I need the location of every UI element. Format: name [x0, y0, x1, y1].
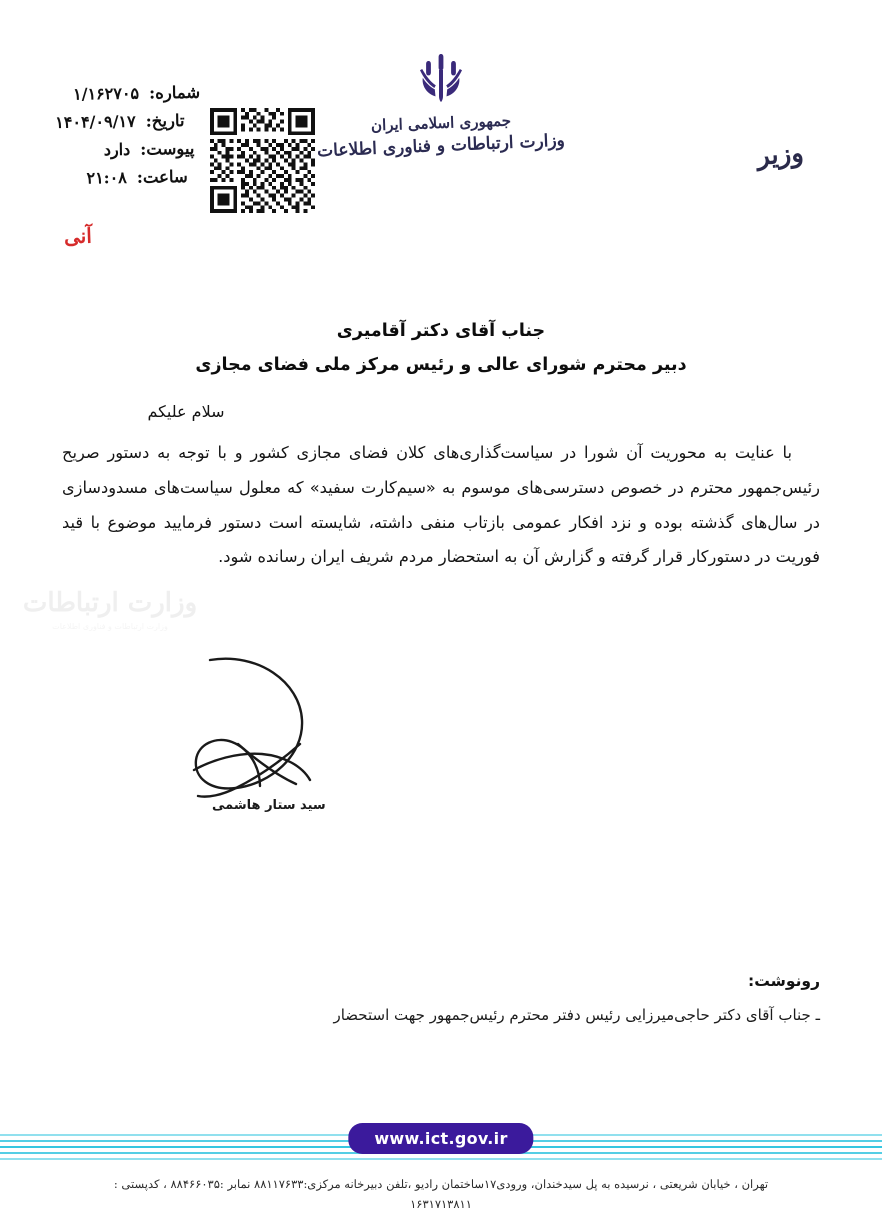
meta-label-time: ساعت: [136, 167, 188, 187]
organization-ministry: وزارت ارتباطات و فناوری اطلاعات [316, 130, 566, 162]
meta-label-number: شماره: [148, 82, 201, 103]
meta-row-number [35, 83, 205, 113]
footer-stripe [0, 1158, 882, 1160]
meta-value-number: ۱/۱۶۲۷۰۵ [72, 83, 140, 104]
document-footer [0, 1109, 882, 1227]
salutation-line [0, 402, 882, 421]
iran-emblem-icon [408, 48, 474, 110]
meta-value-time: ۲۱:۰۸ [86, 167, 127, 188]
meta-value-attachment: دارد [103, 139, 131, 160]
watermark-subtext: وزارت ارتباطات و فناوری اطلاعات [52, 622, 168, 631]
letter-body: با عنایت به محوریت آن شورا در سیاست‌گذاری‌های کلان فضای مجازی کشور و با توجه به دستور صریح رئیس‌جمهور محترم در خصوص دسترسی‌های موسوم به «سیم‌کارت سفید» که معلول سیاست‌های مسدودسازی در سال‌های گذشته بوده و نزد افکار عمومی بازتاب منفی داشته، شایسته است دستور فرمایید موضوع با قید فوریت در دستورکار قرار گرفته و گزارش آن به استحضار مردم شریف ایران رسانده شود. [62, 443, 820, 567]
footer-postal-code: ۱۶۳۱۷۱۳۸۱۱ [410, 1196, 472, 1211]
addressee-title: دبیر محترم شورای عالی و رئیس مرکز ملی فضای مجازی [195, 355, 687, 376]
watermark-text: وزارت ارتباطات [22, 588, 198, 618]
meta-value-date: ۱۴۰۴/۰۹/۱۷ [55, 111, 136, 132]
addressee-name: جناب آقای دکتر آقامیری [336, 321, 546, 341]
cc-title: رونوشت: [748, 972, 820, 990]
website-url[interactable]: www.ict.gov.ir [348, 1123, 533, 1154]
footer-address [0, 1175, 882, 1214]
document-header [0, 22, 882, 232]
meta-label-date: تاریخ: [145, 111, 185, 131]
cc-item: ـ جناب آقای دکتر حاجی‌میرزایی رئیس دفتر محترم رئیس‌جمهور جهت استحضار [333, 1006, 820, 1024]
minister-label: وزیر [756, 138, 805, 172]
footer-address-text: تهران ، خیابان شریعتی ، نرسیده به پل سیدخندان، ورودی۱۷ساختمان رادیو ،تلفن دبیرخانه مرکزی:۸۸۱۱۷۶۳۳ نمابر :۸۸۴۶۶۰۳۵ ، کدپستی : [113, 1177, 769, 1191]
meta-label-attachment: پیوست: [140, 138, 195, 159]
urgency-stamp: آنی [63, 223, 93, 249]
header-meta-block [31, 82, 203, 198]
cc-block [333, 972, 820, 1024]
addressee-block [0, 318, 882, 379]
meta-row-attachment [26, 139, 196, 169]
meta-row-time [23, 167, 193, 197]
organization-country: جمهوری اسلامی ایران [370, 111, 512, 135]
qr-code-icon [206, 104, 319, 217]
salutation-text: سلام علیکم [147, 402, 225, 421]
signatory-name: سید ستار هاشمی [212, 798, 326, 813]
meta-row-date [32, 111, 202, 141]
